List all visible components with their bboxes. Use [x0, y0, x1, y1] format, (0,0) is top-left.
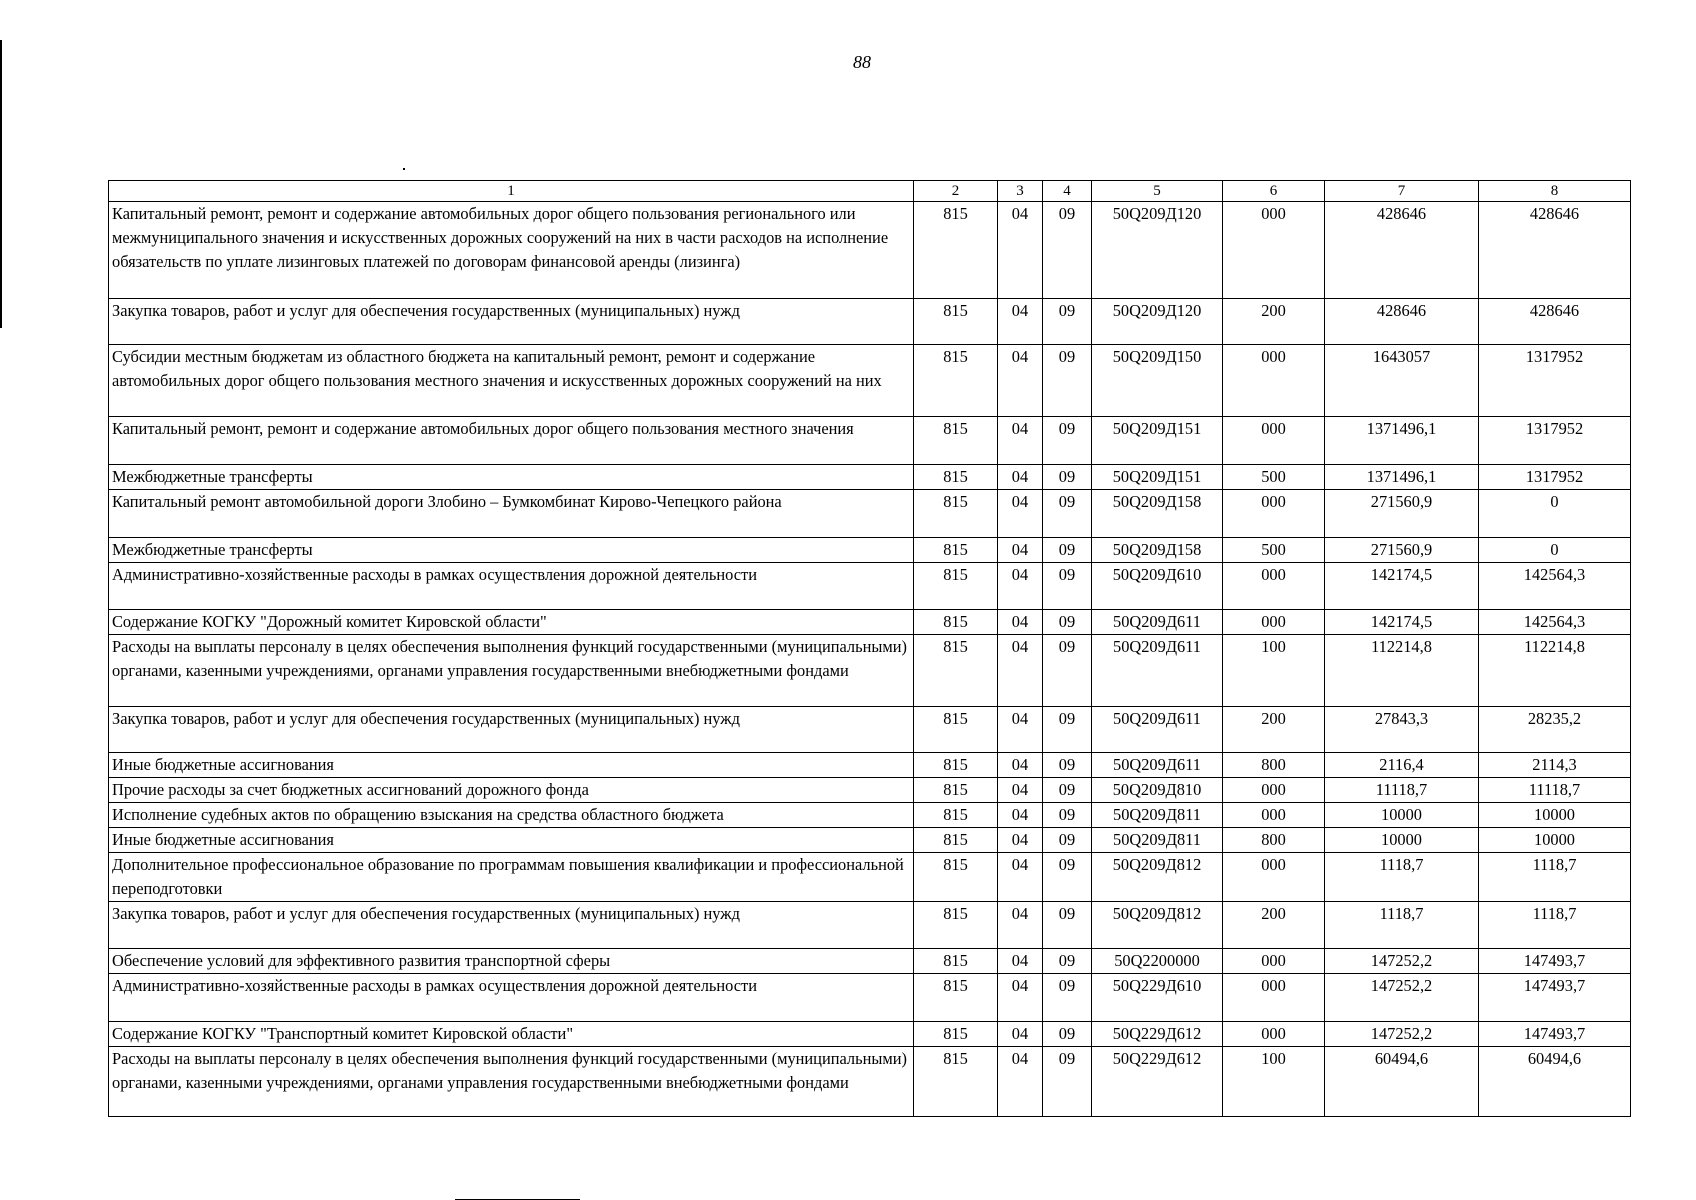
col-8-cell: 142564,3: [1479, 610, 1631, 635]
col-7-cell: 1118,7: [1325, 902, 1479, 949]
col-6-cell: 800: [1223, 828, 1325, 853]
col-7-cell: 142174,5: [1325, 610, 1479, 635]
col-7-cell: 147252,2: [1325, 974, 1479, 1022]
col-2-cell: 815: [914, 778, 998, 803]
col-6-cell: 000: [1223, 949, 1325, 974]
col-2-cell: 815: [914, 1022, 998, 1047]
col-4-cell: 09: [1043, 1047, 1092, 1117]
col-2-cell: 815: [914, 490, 998, 538]
col-2-cell: 815: [914, 465, 998, 490]
column-header: 1: [109, 181, 914, 202]
col-8-cell: 10000: [1479, 828, 1631, 853]
col-7-cell: 27843,3: [1325, 707, 1479, 753]
column-header: 2: [914, 181, 998, 202]
col-4-cell: 09: [1043, 828, 1092, 853]
page-number: 88: [853, 52, 871, 72]
col-6-cell: 000: [1223, 417, 1325, 465]
row-description: Капитальный ремонт автомобильной дороги Злобино – Бумкомбинат Кирово-Чепецкого района: [109, 490, 914, 538]
col-5-cell: 50Q209Д158: [1092, 490, 1223, 538]
col-6-cell: 000: [1223, 490, 1325, 538]
table-row: [109, 299, 1631, 345]
col-4-cell: 09: [1043, 538, 1092, 563]
col-8-cell: 0: [1479, 490, 1631, 538]
col-5-cell: 50Q209Д812: [1092, 853, 1223, 902]
col-2-cell: 815: [914, 828, 998, 853]
row-description: Иные бюджетные ассигнования: [109, 828, 914, 853]
col-5-cell: 50Q209Д611: [1092, 707, 1223, 753]
col-5-cell: 50Q209Д120: [1092, 299, 1223, 345]
col-3-cell: 04: [998, 538, 1043, 563]
col-2-cell: 815: [914, 974, 998, 1022]
col-4-cell: 09: [1043, 465, 1092, 490]
row-description: Содержание КОГКУ "Транспортный комитет Кировской области": [109, 1022, 914, 1047]
column-header: 4: [1043, 181, 1092, 202]
col-6-cell: 200: [1223, 707, 1325, 753]
row-description: Административно-хозяйственные расходы в рамках осуществления дорожной деятельности: [109, 563, 914, 610]
col-8-cell: 0: [1479, 538, 1631, 563]
col-4-cell: 09: [1043, 707, 1092, 753]
table-row: [109, 610, 1631, 635]
col-8-cell: 2114,3: [1479, 753, 1631, 778]
col-8-cell: 147493,7: [1479, 974, 1631, 1022]
table-row: [109, 753, 1631, 778]
col-5-cell: 50Q209Д151: [1092, 417, 1223, 465]
col-5-cell: 50Q209Д611: [1092, 753, 1223, 778]
table-row: [109, 853, 1631, 902]
col-7-cell: 10000: [1325, 803, 1479, 828]
row-description: Расходы на выплаты персоналу в целях обеспечения выполнения функций государственными (муниципальными) органами, казенными учреждениями, органами управления государственными внебюджетными фондами: [109, 635, 914, 707]
col-3-cell: 04: [998, 299, 1043, 345]
col-3-cell: 04: [998, 345, 1043, 417]
col-2-cell: 815: [914, 538, 998, 563]
table-row: [109, 828, 1631, 853]
table-row: [109, 563, 1631, 610]
col-2-cell: 815: [914, 610, 998, 635]
row-description: Содержание КОГКУ "Дорожный комитет Кировской области": [109, 610, 914, 635]
column-header: 7: [1325, 181, 1479, 202]
col-2-cell: 815: [914, 902, 998, 949]
table-row: [109, 417, 1631, 465]
row-description: Прочие расходы за счет бюджетных ассигнований дорожного фонда: [109, 778, 914, 803]
col-5-cell: 50Q209Д812: [1092, 902, 1223, 949]
col-4-cell: 09: [1043, 803, 1092, 828]
col-8-cell: 1317952: [1479, 345, 1631, 417]
table-row: [109, 974, 1631, 1022]
col-5-cell: 50Q209Д610: [1092, 563, 1223, 610]
col-6-cell: 800: [1223, 753, 1325, 778]
col-5-cell: 50Q209Д150: [1092, 345, 1223, 417]
col-6-cell: 000: [1223, 1022, 1325, 1047]
col-7-cell: 1118,7: [1325, 853, 1479, 902]
col-3-cell: 04: [998, 563, 1043, 610]
col-4-cell: 09: [1043, 1022, 1092, 1047]
col-7-cell: 112214,8: [1325, 635, 1479, 707]
col-8-cell: 142564,3: [1479, 563, 1631, 610]
col-4-cell: 09: [1043, 974, 1092, 1022]
col-2-cell: 815: [914, 949, 998, 974]
col-7-cell: 271560,9: [1325, 490, 1479, 538]
col-3-cell: 04: [998, 610, 1043, 635]
table-row: [109, 635, 1631, 707]
row-description: Капитальный ремонт, ремонт и содержание автомобильных дорог общего пользования регионального или межмуниципального значения и искусственных дорожных сооружений на них в части расходов на исполнение обязательств по уплате лизинговых платежей по договорам финансовой аренды (лизинга): [109, 202, 914, 299]
table-header-row: [109, 181, 1631, 202]
col-3-cell: 04: [998, 974, 1043, 1022]
column-header: 6: [1223, 181, 1325, 202]
col-7-cell: 60494,6: [1325, 1047, 1479, 1117]
col-8-cell: 60494,6: [1479, 1047, 1631, 1117]
col-6-cell: 500: [1223, 538, 1325, 563]
col-6-cell: 200: [1223, 902, 1325, 949]
column-header: 5: [1092, 181, 1223, 202]
col-2-cell: 815: [914, 853, 998, 902]
col-4-cell: 09: [1043, 610, 1092, 635]
col-6-cell: 000: [1223, 974, 1325, 1022]
col-5-cell: 50Q229Д612: [1092, 1047, 1223, 1117]
col-5-cell: 50Q209Д811: [1092, 803, 1223, 828]
col-6-cell: 200: [1223, 299, 1325, 345]
col-3-cell: 04: [998, 803, 1043, 828]
table-row: [109, 490, 1631, 538]
table-row: [109, 707, 1631, 753]
col-7-cell: 10000: [1325, 828, 1479, 853]
table-row: [109, 345, 1631, 417]
col-4-cell: 09: [1043, 635, 1092, 707]
col-7-cell: 1371496,1: [1325, 465, 1479, 490]
col-2-cell: 815: [914, 299, 998, 345]
col-4-cell: 09: [1043, 202, 1092, 299]
table-row: [109, 1047, 1631, 1117]
row-description: Административно-хозяйственные расходы в рамках осуществления дорожной деятельности: [109, 974, 914, 1022]
row-description: Исполнение судебных актов по обращению взыскания на средства областного бюджета: [109, 803, 914, 828]
col-4-cell: 09: [1043, 853, 1092, 902]
col-5-cell: 50Q209Д158: [1092, 538, 1223, 563]
table-row: [109, 202, 1631, 299]
col-3-cell: 04: [998, 778, 1043, 803]
col-6-cell: 000: [1223, 610, 1325, 635]
scan-edge-mark: [0, 40, 2, 328]
col-3-cell: 04: [998, 707, 1043, 753]
col-6-cell: 000: [1223, 563, 1325, 610]
col-3-cell: 04: [998, 1047, 1043, 1117]
col-8-cell: 147493,7: [1479, 1022, 1631, 1047]
col-5-cell: 50Q209Д611: [1092, 635, 1223, 707]
col-4-cell: 09: [1043, 563, 1092, 610]
col-6-cell: 000: [1223, 778, 1325, 803]
col-2-cell: 815: [914, 1047, 998, 1117]
col-2-cell: 815: [914, 753, 998, 778]
col-3-cell: 04: [998, 853, 1043, 902]
col-6-cell: 000: [1223, 345, 1325, 417]
col-2-cell: 815: [914, 803, 998, 828]
col-6-cell: 000: [1223, 202, 1325, 299]
col-5-cell: 50Q209Д811: [1092, 828, 1223, 853]
col-5-cell: 50Q209Д120: [1092, 202, 1223, 299]
col-5-cell: 50Q209Д810: [1092, 778, 1223, 803]
col-3-cell: 04: [998, 902, 1043, 949]
table-row: [109, 949, 1631, 974]
table-row: [109, 465, 1631, 490]
row-description: Закупка товаров, работ и услуг для обеспечения государственных (муниципальных) нужд: [109, 299, 914, 345]
row-description: Закупка товаров, работ и услуг для обеспечения государственных (муниципальных) нужд: [109, 707, 914, 753]
col-5-cell: 50Q229Д612: [1092, 1022, 1223, 1047]
col-2-cell: 815: [914, 345, 998, 417]
col-8-cell: 10000: [1479, 803, 1631, 828]
column-header: 3: [998, 181, 1043, 202]
col-4-cell: 09: [1043, 417, 1092, 465]
col-2-cell: 815: [914, 202, 998, 299]
col-8-cell: 11118,7: [1479, 778, 1631, 803]
row-description: Обеспечение условий для эффективного развития транспортной сферы: [109, 949, 914, 974]
col-5-cell: 50Q209Д611: [1092, 610, 1223, 635]
col-8-cell: 428646: [1479, 202, 1631, 299]
col-3-cell: 04: [998, 635, 1043, 707]
col-8-cell: 147493,7: [1479, 949, 1631, 974]
col-8-cell: 1118,7: [1479, 902, 1631, 949]
col-8-cell: 28235,2: [1479, 707, 1631, 753]
col-7-cell: 147252,2: [1325, 1022, 1479, 1047]
budget-table: [108, 180, 1631, 1117]
col-7-cell: 142174,5: [1325, 563, 1479, 610]
col-4-cell: 09: [1043, 949, 1092, 974]
col-7-cell: 2116,4: [1325, 753, 1479, 778]
col-4-cell: 09: [1043, 490, 1092, 538]
col-7-cell: 147252,2: [1325, 949, 1479, 974]
row-description: Дополнительное профессиональное образование по программам повышения квалификации и профессиональной переподготовки: [109, 853, 914, 902]
col-5-cell: 50Q2200000: [1092, 949, 1223, 974]
col-7-cell: 11118,7: [1325, 778, 1479, 803]
col-4-cell: 09: [1043, 902, 1092, 949]
col-6-cell: 000: [1223, 853, 1325, 902]
row-description: Капитальный ремонт, ремонт и содержание автомобильных дорог общего пользования местного значения: [109, 417, 914, 465]
table-row: [109, 902, 1631, 949]
col-6-cell: 000: [1223, 803, 1325, 828]
row-description: Расходы на выплаты персоналу в целях обеспечения выполнения функций государственными (муниципальными) органами, казенными учреждениями, органами управления государственными внебюджетными фондами: [109, 1047, 914, 1117]
col-7-cell: 271560,9: [1325, 538, 1479, 563]
row-description: Иные бюджетные ассигнования: [109, 753, 914, 778]
row-description: Субсидии местным бюджетам из областного бюджета на капитальный ремонт, ремонт и содержание автомобильных дорог общего пользования местного значения и искусственных дорожных сооружений на них: [109, 345, 914, 417]
col-4-cell: 09: [1043, 299, 1092, 345]
table-row: [109, 1022, 1631, 1047]
col-3-cell: 04: [998, 828, 1043, 853]
col-8-cell: 1317952: [1479, 465, 1631, 490]
col-5-cell: 50Q209Д151: [1092, 465, 1223, 490]
col-3-cell: 04: [998, 949, 1043, 974]
col-8-cell: 1118,7: [1479, 853, 1631, 902]
scan-dot: [403, 168, 405, 170]
col-6-cell: 500: [1223, 465, 1325, 490]
row-description: Межбюджетные трансферты: [109, 538, 914, 563]
table-body: [109, 181, 1631, 1117]
col-2-cell: 815: [914, 635, 998, 707]
col-7-cell: 428646: [1325, 299, 1479, 345]
row-description: Межбюджетные трансферты: [109, 465, 914, 490]
col-8-cell: 1317952: [1479, 417, 1631, 465]
col-2-cell: 815: [914, 563, 998, 610]
col-3-cell: 04: [998, 465, 1043, 490]
col-8-cell: 428646: [1479, 299, 1631, 345]
col-3-cell: 04: [998, 202, 1043, 299]
col-3-cell: 04: [998, 753, 1043, 778]
col-8-cell: 112214,8: [1479, 635, 1631, 707]
col-7-cell: 1643057: [1325, 345, 1479, 417]
col-2-cell: 815: [914, 417, 998, 465]
table-row: [109, 538, 1631, 563]
col-4-cell: 09: [1043, 778, 1092, 803]
col-6-cell: 100: [1223, 635, 1325, 707]
table-row: [109, 803, 1631, 828]
col-2-cell: 815: [914, 707, 998, 753]
col-7-cell: 428646: [1325, 202, 1479, 299]
column-header: 8: [1479, 181, 1631, 202]
col-3-cell: 04: [998, 417, 1043, 465]
col-5-cell: 50Q229Д610: [1092, 974, 1223, 1022]
col-3-cell: 04: [998, 490, 1043, 538]
col-6-cell: 100: [1223, 1047, 1325, 1117]
col-3-cell: 04: [998, 1022, 1043, 1047]
col-7-cell: 1371496,1: [1325, 417, 1479, 465]
row-description: Закупка товаров, работ и услуг для обеспечения государственных (муниципальных) нужд: [109, 902, 914, 949]
col-4-cell: 09: [1043, 753, 1092, 778]
table-row: [109, 778, 1631, 803]
col-4-cell: 09: [1043, 345, 1092, 417]
